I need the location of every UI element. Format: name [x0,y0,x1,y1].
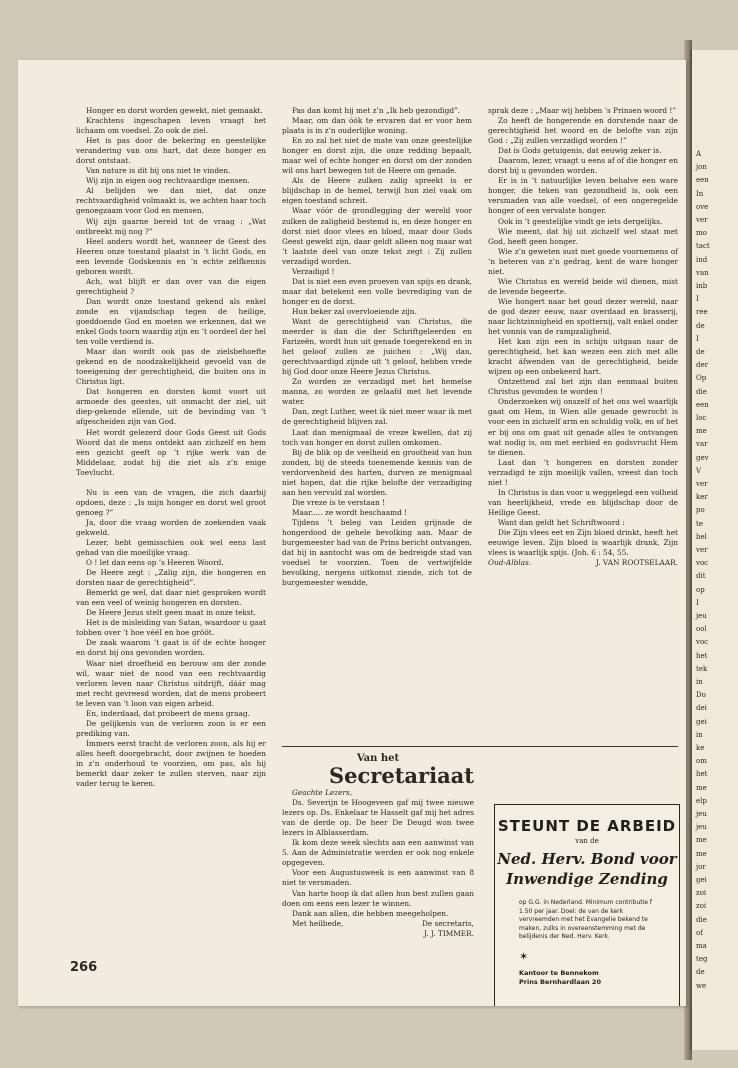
paragraph: Maar, om dan óók te ervaren dat er voor hem plaats is in z’n ouderlijke woning. [282,116,472,136]
paragraph: Zo heeft de hongerende en dorstende naar de gerechtigheid het woord en de belofte van zijn God : „Zij zullen verzadigd worden !” [488,116,678,146]
secretariaat-paragraph: Voor een Augustusweek is een aanwinst van 8 niet te versmaden. [282,868,474,888]
next-page-fragment: inb [696,282,708,290]
next-page-fragment: me [696,836,707,845]
next-page-fragment: teg [696,955,708,964]
secretariaat-paragraph: Van harte hoop ik dat allen hun best zullen gaan doen om eens een lezer te winnen. [282,888,474,908]
paragraph: Zo worden ze verzadigd met het hemelse manna, zo worden ze gelaafd met het levende water. [282,377,472,407]
advert-org-line-1: Ned. Herv. Bond voor [497,850,677,868]
paragraph: Waar niet droefheid en berouw om der zonde wil, waar niet de nood van een rechtvaardig verloren leven naar Christus uitdrijft, dáár mag met recht gevreesd worden, dat de mens probeert te leven van ’t loon van eigen arbeid. [76,658,266,708]
advert-box [494,804,680,1006]
paragraph: Wie Christus en wereld beide wil dienen, mist de levende begeerte. [488,276,678,296]
next-page-fragment: de [696,348,705,356]
next-page-fragment: jeu [696,810,707,818]
next-page-fragment: I [696,334,699,343]
advert-van-de: van de [575,837,599,845]
next-page-fragment: de [696,321,705,330]
paragraph: Want dan geldt het Schriftwoord : [498,517,625,527]
next-page-fragment: ver [696,480,708,488]
paragraph: Het is pas door de bekering en geestelijke verandering van ons hart, dat deze honger en dorst ontstaat. [76,136,266,166]
next-page-fragment: gei [696,876,707,884]
secretariaat-paragraphs [282,798,474,919]
next-page-fragment: zoi [696,902,707,911]
secretariaat-paragraph: Ik kom deze week slechts aan een aanwinst van 5. Aan de Administratie werden er ook nog enkele opgegeven. [282,838,474,868]
advert-address-1: Kantoor te Bennekom [519,968,599,977]
next-page-fragment: in [696,730,703,739]
secretariaat-paragraph: Dank aan allen, die hebben meegeholpen. [292,908,449,918]
next-page-fragment: ove [696,202,709,211]
next-page-fragment: jeu [696,823,707,832]
secretariaat-title: Secretariaat [328,763,474,789]
paragraph: In Christus is dan voor u weggelegd een volheid van heerlijkheid, vrede en blijdschap door de Heilige Geest. [488,487,678,517]
next-page-fragment: dit [696,572,706,581]
next-page-fragment: ver [696,216,708,224]
secretariaat-section [282,754,474,939]
paragraph: Er is in ’t natuurlijke leven behalve een ware honger, die teken van gezondheid is, ook een versmaden van alle voedsel, of een ongeregelde honger of een vervalste honger. [488,176,678,216]
column-1 [76,106,266,789]
paragraph: Onderzoeken wij onszelf of het ons wel waarlijk gaat om Hem, in Wien alle genade gewrocht is voor een in zichzelf arm en schuldig volk, en of het er bij ons om gaat uit genade alles te ontvangen wat nodig is, om met eerbied en godsvrucht Hem te dienen. [488,397,679,457]
paragraph: Het is de misleiding van Satan, waardoor u gaat tobben over ’t hoe vééI en hoe grööt. [76,618,266,638]
next-page-fragment: In [696,189,704,198]
next-page-fragment: ver [696,546,708,554]
paragraph: Al belijden we dan niet, dat onze rechtvaardigheid volmaakt is, we achten haar toch genoegzaam voor God en mensen. [76,186,266,216]
next-page-fragment: me [696,783,707,792]
next-page-fragment: een [696,176,709,185]
secretariaat-pre-title: Van het [356,753,400,764]
next-page-fragment: jeu [696,612,707,620]
paragraph: Ach, wat blijft er dan over van die eigen gerechtigheid ? [76,276,266,296]
next-page-fragment: voc [696,638,709,647]
paragraph: De gelijkenis van de verloren zoon is er een prediking van. [76,718,266,738]
next-page-fragment: ind [696,255,708,264]
paragraph: Daarom, lezer, vraagt u eens af of die honger en dorst bij u gevonden worden. [488,156,678,176]
next-page-fragment: Do [696,691,706,700]
next-page-fragment: A [696,150,702,158]
paragraph: De Heere Jezus stelt geen maat in onze tekst. [86,608,256,618]
paragraph: Lezer, hebt gemisschien ook wel eens last gehad van die moeilijke vraag. [76,537,266,558]
next-page-fragment: de [696,968,705,977]
column-2 [282,106,472,588]
next-page-fragment: ool [696,625,707,634]
next-page-fragment: tact [696,242,710,251]
paragraph: Pas dan komt hij met z’n „Ik heb gezondigd”. [292,106,461,115]
next-page-fragment: die [696,915,707,924]
paragraph: Maar dan wordt ook pas de zielsbehoefte gekend en de noodzakelijkheid gevoeld van de toeeigening der gerechtigheid, die buiten ons in Christus ligt. [76,347,266,387]
next-page-fragment: ree [696,308,708,317]
next-page-fragment: voc [696,559,709,568]
next-page-fragment: loc [696,414,707,422]
next-page-fragment: het [696,651,708,660]
paragraph: Laat dan menigmaal de vreze kwellen, dat zij toch van honger en dorst zullen omkomen. [282,427,472,447]
next-page-fragment: I [696,598,699,607]
next-page-fragment: ke [696,744,705,752]
paragraph: Van nature is dit bij ons niet te vinden. [86,166,231,176]
next-page-edge [690,50,738,1050]
secretariaat-paragraph: Ds. Severijn te Hoogeveen gaf mij twee nieuwe lezers op. Ds. Enkelaar te Hasselt gaf mij het adres van de derde op. De heer De Deugd won twee lezers in Alblasserdam. [282,798,474,838]
paragraph: Wij zijn gaarne bereid tot de vraag : „Wat ontbreekt mij nog ?” [76,216,266,236]
paragraph: O ! let dan eens op ’s Heeren Woord. [86,558,224,568]
paragraph: Laat dan ’t hongeren en dorsten zonder verzadigd te zijn moeilijk vallen, vreest dan toch niet ! [488,457,678,487]
advert-title: STEUNT DE ARBEID [497,817,677,835]
next-page-fragment: om [696,757,707,766]
paragraph: Tijdens ’t beleg van Leiden grijnsde de hongerdood de gehele bevolking aan. Maar de burgemeester had van de Prins bericht ontvangen, dat hij in aantocht was om de bedreigde stad van voedsel te voorzien. Toen de vertwijfelde bevolking, nergens uitkomst ziende, zich tot de burgemeester wendde, [282,517,472,588]
next-page-fragment: me [696,427,707,436]
next-page-fragment: mo [696,229,707,238]
next-page-fragment: ker [696,493,708,502]
next-page-fragment: gev [696,453,709,462]
next-page-fragment: op [696,585,705,594]
next-page-fragment: dei [696,704,707,713]
paragraph: Bij de blik op de veelheid en grootheid van hun zonden, bij de steeds toenemende kennis van de verdorvenheid des harten, durven ze menigmaal niet hopen, dat die rijke belofte der verzadiging aan hen vervuld zal worden. [282,447,472,497]
next-page-fragment: van [696,268,709,277]
paragraph: En, inderdaad, dat probeert de mens graag. [86,708,250,718]
next-page-fragment: of [696,928,703,937]
next-page-fragment: der [696,361,708,370]
paragraph: Wie hongert naar het goud dezer wereld, naar de god dezer eeuw, naar overdaad en brasserij, naar lichtzinnigheid en spotternij, valt enkel onder het vonnis van de rampzaligheid. [488,296,678,337]
next-page-fragment: een [696,400,709,409]
document-page [18,60,686,1006]
next-page-fragment: het [696,770,708,779]
article-signature [488,558,678,568]
paragraph: Dan wordt onze toestand gekend als enkel zonde en vijandschap tegen de heilige, goeddoende God en moeten we erkennen, dat we enkel Gods toorn waardig zijn en ’t oordeel der hel ten volle verdiend is. [76,296,266,347]
paragraph: Heel anders wordt het, wanneer de Geest des Heeren onze toestand plaatst in ’t licht Gods, en een levende Godskennis en ’n echte zelfkennis geboren wordt. [76,236,266,276]
advert-body: op G.G. in Nederland. Minimum contributie f 1.50 per jaar. Doel: de van de kerk vervreemden met het Evangelie bekend te maken, zulks in overeenstemming met de belijdenis der Ned. Herv. Kerk. [519,899,653,940]
paragraph: Nu is een van de vragen, die zich daarbij opdoen, deze : „Is mijn honger en dorst wel groot genoeg ?” [76,487,266,517]
paragraph: Ontzettend zal het zijn dan eenmaal buiten Christus gevonden te worden ! [488,377,678,397]
paragraph: Ja, door die vraag worden de zoekenden vaak gekweld. [76,517,266,537]
paragraph: Hun beker zal overvloeiende zijn. [292,306,417,316]
secretariaat-greeting: Met heilbede, [292,918,344,928]
next-page-fragment: jor [696,862,706,871]
next-page-fragment: Op [696,374,707,383]
next-page-fragment: V [696,466,702,475]
column-3 [488,106,678,568]
paragraph: En zo zal het niet de mate van onze geestelijke honger en dorst zijn, die onze redding bepaalt, maar wel of echte honger en dorst om der zonden wil ons hart bewegen tot de Heere om genade. [282,136,472,176]
next-page-fragment: ma [696,942,707,950]
page-number: 266 [70,960,98,975]
next-page-fragment: I [696,295,699,304]
paragraph: Dat is niet een even proeven van spijs en drank, maar dat betekent een volle bevrediging van de honger en de dorst. [282,276,472,306]
next-page-fragment: gei [696,717,707,726]
paragraph: Wij zijn in eigen oog rechtvaardige mensen. [86,176,250,186]
paragraph: Verzadigd ! [292,266,335,276]
next-page-fragment: jon [696,163,707,172]
next-page-fragment: die [696,387,707,396]
next-page-fragment: var [696,440,708,449]
paragraph: Het kan zijn een in schijn uitgaan naar de gerechtigheid, het kan wezen een zich met alle kracht áfwenden van de gerechtigheid, beide wijzen op een onbekeerd hart. [488,337,678,377]
next-page-fragment: tek [696,664,708,673]
secretariaat-signer: J. J. TIMMER. [423,928,474,938]
paragraph: Dat is Gods getuigenis, dat eeuwig zeker is. [498,146,662,156]
signature-place: Oud-Alblas. [488,558,532,568]
advert-org-line-2: Inwendige Zending [506,870,668,888]
paragraph: Ook in ’t geestelijke vindt ge iets dergelijks. [498,216,663,226]
paragraph: Dat hongeren en dorsten komt voort uit armoede des geestes, uit onmacht der ziel, uit diep-gekende ellende, uit de bevinding van ’t afgescheiden zijn van God. [76,387,266,427]
next-page-fragment: in [696,678,703,686]
paragraph: Maar..... ze wordt beschaamd ! [292,507,408,517]
paragraph: Wie z’n geweten sust met goede voornemens of ’n beteren van z’n gedrag, kent de ware honger niet. [488,246,678,276]
paragraph: De Heere zegt : „Zalig zijn, die hongeren en dorsten naar de gerechtigheid”. [76,568,266,588]
paragraph: Want de gerechtigheid van Christus, die meerder is dan die der Schriftgeleerden en Farizeën, wordt hun uit genade toegerekend en in het geloof zullen ze juichen : „Wij dan, gerechtvaardigd zijnde uit ’t geloof, hebben vrede bij God door onze Heere Jezus Christus. [282,316,472,377]
advert-address-2: Prins Bernhardlaan 20 [519,977,601,986]
secretariaat-signer-title: De secretaris, [422,918,474,928]
paragraph: Bemerkt ge wel, dat daar niet gesproken wordt van een veel of weinig hongeren en dorsten. [76,588,266,608]
paragraph: Die Zijn vlees eet en Zijn bloed drinkt, heeft het eeuwige leven. Zijn bloed is waarlijk drank, Zijn vlees is waarlijk spijs. (Joh. 6 : 54, 55. [488,527,678,558]
paragraph: Honger en dorst worden gewekt, niet gemaakt. [86,106,263,115]
paragraph: Immers eerst tracht de verloren zoon, als hij er alles heeft doorgebracht, door zwijnen te hoeden in z’n onderhoud te voorzien, om pas, als hij bemerkt daar zeker te zullen sterven, naar zijn vader terug te keren. [76,738,266,789]
paragraph: Krachtens ingeschapen leven vraagt het lichaam om voedsel. Zo ook de ziel. [76,116,266,136]
next-page-fragment: bel [696,532,707,541]
paragraph: Het wordt gelezerd door Gods Geest uit Gods Woord dat de mens ontdekt aan zichzelf en hem een gezicht geeft op ’t rijke werk van de Middelaar, zodat hij die ziet als z’n enige Toevlucht. [76,427,266,477]
secretariaat-salutation: Geachte Lezers, [292,788,353,798]
next-page-fragment: me [696,849,707,858]
paragraph: Waar vóór de grondlegging der wereld voor zulken de zaligheid bestemd is, en deze honger en dorst niet door vlees en bloed, maar door Gods Geest gewekt zijn, daar geldt alleen nog maar wat ’t laatste deel van onze tekst zegt : Zij zullen verzadigd worden. [282,206,472,266]
paragraph: Als de Heere zulken zalig spreekt is er blijdschap in de hemel, terwijl hun ziel vaak om eigen toestand schreit. [282,176,472,206]
secretariaat-greeting-line [282,919,474,929]
star-icon: ✶ [519,949,529,963]
signature-author: J. VAN ROOTSELAAR. [595,558,678,568]
section-divider [282,746,678,747]
next-page-fragment: te [696,519,703,528]
paragraph: De zaak waarom ’t gaat is óf de echte honger en dorst bij ons gevonden worden. [76,638,266,658]
paragraph: Die vreze is te verstaan ! [292,497,386,507]
paragraph: Wie meent, dat hij uit zichzelf wel staat met God, heeft geen honger. [488,226,678,246]
next-page-fragment: po [696,506,705,515]
paragraph: sprak deze : „Maar wij hebben ’s Prinsen woord !” [488,106,677,115]
next-page-fragment: elp [696,796,707,805]
next-page-fragment: we [696,981,707,990]
paragraph: Dan, zegt Luther, weet ik niet meer waar ik met de gerechtigheid blijven zal. [282,407,472,427]
next-page-fragment: zoi [696,889,707,898]
